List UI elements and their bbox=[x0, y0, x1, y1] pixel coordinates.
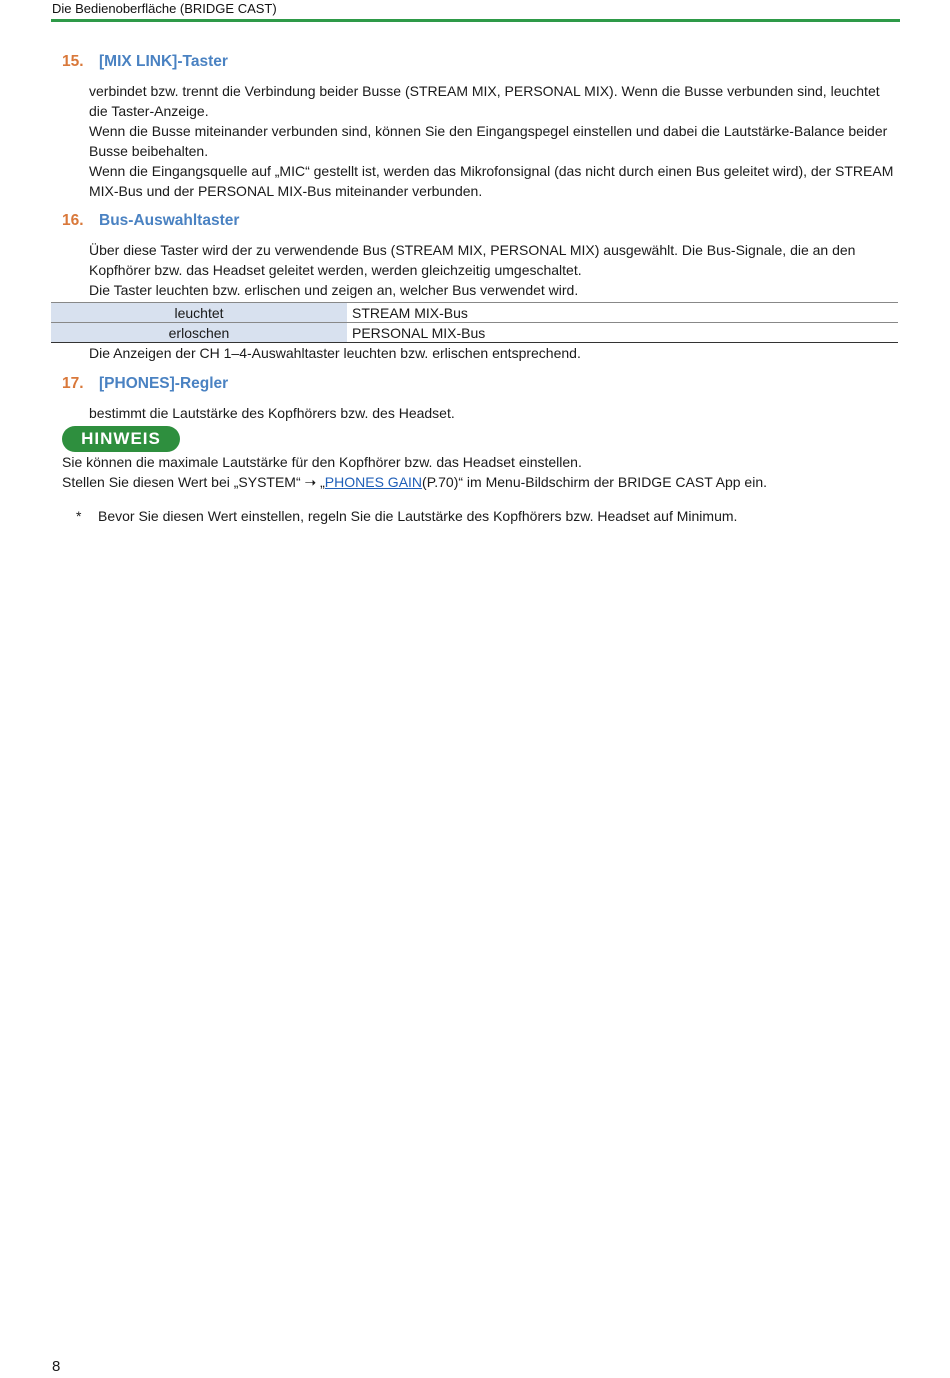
section-body bbox=[89, 403, 899, 423]
section-bus-select bbox=[62, 208, 898, 300]
section-heading bbox=[62, 208, 898, 234]
section-number: 15. bbox=[62, 53, 84, 70]
paragraph: Wenn die Busse miteinander verbunden sind, können Sie den Eingangspegel einstellen und dabei die Lautstärke-Balance beider Busse beibehalten. bbox=[89, 123, 888, 159]
table-row bbox=[51, 323, 898, 343]
page-header bbox=[51, 0, 900, 22]
section-body bbox=[89, 81, 899, 201]
caution-text: Bevor Sie diesen Wert einstellen, regeln Sie die Lautstärke des Kopfhörers bzw. Headset auf Minimum. bbox=[98, 508, 738, 524]
paragraph: Die Taster leuchten bzw. erlischen und zeigen an, welcher Bus verwendet wird. bbox=[89, 282, 579, 298]
paragraph: verbindet bzw. trennt die Verbindung beider Busse (STREAM MIX, PERSONAL MIX). Wenn die Busse verbunden sind, leuchtet die Taster-Anzeige. bbox=[89, 83, 880, 119]
note-text: “ im Menu-Bildschirm der BRIDGE CAST App ein. bbox=[458, 474, 767, 490]
section-title: [MIX LINK]-Taster bbox=[99, 53, 228, 70]
table-cell-state: leuchtet bbox=[51, 303, 347, 323]
section-phones bbox=[62, 371, 898, 423]
hinweis-badge: HINWEIS bbox=[62, 426, 180, 452]
page-reference: (P.70) bbox=[422, 474, 459, 490]
paragraph: Wenn die Eingangsquelle auf „MIC“ gestellt ist, werden das Mikrofonsignal (das nicht durch einen Bus geleitet wird), der STREAM MIX-Bus und der PERSONAL MIX-Bus miteinander verbunden. bbox=[89, 163, 894, 199]
section-mix-link bbox=[62, 49, 898, 201]
section-number: 16. bbox=[62, 212, 84, 229]
note-line bbox=[62, 472, 898, 492]
section-number: 17. bbox=[62, 375, 84, 392]
section-body bbox=[89, 240, 899, 300]
note-text: Stellen Sie diesen Wert bei „SYSTEM“ ➝ „ bbox=[62, 474, 325, 490]
header-title: Die Bedienoberfläche (BRIDGE CAST) bbox=[52, 1, 277, 16]
section-heading bbox=[62, 49, 898, 75]
section-title: Bus-Auswahltaster bbox=[99, 212, 240, 229]
caution-note bbox=[76, 506, 896, 526]
paragraph: bestimmt die Lautstärke des Kopfhörers bzw. des Headset. bbox=[89, 405, 455, 421]
table-cell-state: erloschen bbox=[51, 323, 347, 343]
after-table-text-wrap bbox=[89, 343, 897, 363]
table-cell-bus: PERSONAL MIX-Bus bbox=[352, 324, 486, 341]
after-table-text: Die Anzeigen der CH 1–4-Auswahltaster leuchten bzw. erlischen entsprechend. bbox=[89, 345, 581, 361]
page-number: 8 bbox=[52, 1358, 61, 1375]
table-cell-bus: STREAM MIX-Bus bbox=[352, 304, 468, 321]
asterisk-icon: * bbox=[76, 508, 82, 524]
note-line: Sie können die maximale Lautstärke für den Kopfhörer bzw. das Headset einstellen. bbox=[62, 454, 582, 470]
bus-state-table bbox=[51, 302, 898, 343]
paragraph: Über diese Taster wird der zu verwendende Bus (STREAM MIX, PERSONAL MIX) ausgewählt. Die Bus-Signale, die an den Kopfhörer bzw. das Headset geleitet werden, werden gleichzeitig umgeschaltet. bbox=[89, 242, 856, 278]
table-row bbox=[51, 303, 898, 323]
phones-gain-link[interactable]: PHONES GAIN bbox=[324, 474, 423, 490]
section-title: [PHONES]-Regler bbox=[99, 375, 229, 392]
section-heading bbox=[62, 371, 898, 397]
note-block bbox=[62, 452, 898, 492]
